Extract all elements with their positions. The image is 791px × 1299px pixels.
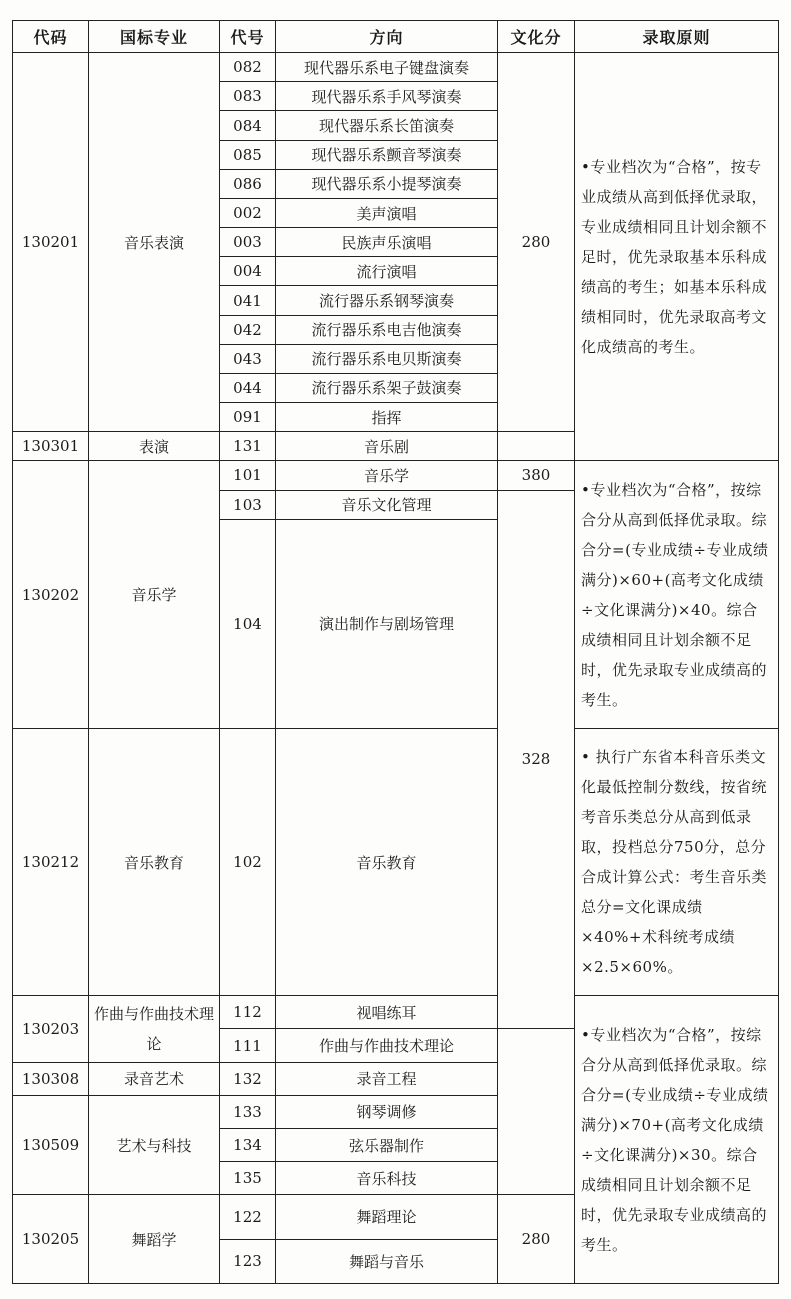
- admission-rule: •专业档次为“合格”，按专业成绩从高到低择优录取，专业成绩相同且计划余额不足时，优先录取基本乐科成绩高的考生；如基本乐科成绩相同时，优先录取高考文化成绩高的考生。: [575, 53, 779, 461]
- direction-id: 083: [220, 82, 276, 111]
- direction-id: 133: [220, 1095, 276, 1128]
- direction-id: 044: [220, 373, 276, 402]
- direction-name: 流行器乐系架子鼓演奏: [276, 373, 498, 402]
- direction-id: 132: [220, 1062, 276, 1095]
- header-id: 代号: [220, 21, 276, 53]
- direction-name: 舞蹈理论: [276, 1195, 498, 1239]
- major-code: 130308: [13, 1062, 89, 1095]
- direction-id: 103: [220, 490, 276, 519]
- direction-id: 003: [220, 228, 276, 257]
- culture-score-empty: [498, 1029, 575, 1195]
- header-code: 代码: [13, 21, 89, 53]
- major-code: 130212: [13, 728, 89, 995]
- direction-id: 041: [220, 286, 276, 315]
- major-name: 表演: [89, 432, 220, 461]
- table-row: [13, 728, 779, 995]
- direction-name: 音乐学: [276, 461, 498, 490]
- header-major: 国标专业: [89, 21, 220, 53]
- major-name: 舞蹈学: [89, 1195, 220, 1284]
- direction-name: 民族声乐演唱: [276, 228, 498, 257]
- culture-score: 380: [498, 461, 575, 490]
- direction-name: 现代器乐系手风琴演奏: [276, 82, 498, 111]
- header-rule: 录取原则: [575, 21, 779, 53]
- major-name: 作曲与作曲技术理论: [89, 996, 220, 1062]
- direction-id: 101: [220, 461, 276, 490]
- direction-id: 085: [220, 140, 276, 169]
- direction-id: 091: [220, 403, 276, 432]
- admission-rule: •专业档次为“合格”，按综合分从高到低择优录取。综合分=(专业成绩÷专业成绩满分)×70+(高考文化成绩÷文化课满分)×30。综合成绩相同且计划余额不足时，优先录取专业成绩高的考生。: [575, 996, 779, 1284]
- direction-name: 现代器乐系颤音琴演奏: [276, 140, 498, 169]
- direction-name: 舞蹈与音乐: [276, 1239, 498, 1283]
- table-row: [13, 461, 779, 490]
- direction-name: 音乐剧: [276, 432, 498, 461]
- major-name: 音乐教育: [89, 728, 220, 995]
- culture-score: 280: [498, 53, 575, 432]
- direction-name: 现代器乐系小提琴演奏: [276, 169, 498, 198]
- culture-score-empty: [498, 432, 575, 461]
- direction-id: 082: [220, 53, 276, 82]
- direction-name: 指挥: [276, 403, 498, 432]
- direction-name: 音乐文化管理: [276, 490, 498, 519]
- direction-id: 104: [220, 519, 276, 728]
- major-code: 130301: [13, 432, 89, 461]
- direction-name: 美声演唱: [276, 198, 498, 227]
- direction-id: 004: [220, 257, 276, 286]
- direction-name: 弦乐器制作: [276, 1128, 498, 1161]
- direction-name: 音乐教育: [276, 728, 498, 995]
- direction-id: 111: [220, 1029, 276, 1062]
- direction-name: 演出制作与剧场管理: [276, 519, 498, 728]
- direction-name: 音乐科技: [276, 1162, 498, 1195]
- direction-name: 钢琴调修: [276, 1095, 498, 1128]
- major-name: 艺术与科技: [89, 1095, 220, 1195]
- culture-score: 328: [498, 490, 575, 1029]
- header-row: [13, 21, 779, 53]
- major-code: 130201: [13, 53, 89, 432]
- direction-name: 流行器乐系钢琴演奏: [276, 286, 498, 315]
- major-code: 130509: [13, 1095, 89, 1195]
- direction-name: 录音工程: [276, 1062, 498, 1095]
- major-name: 音乐学: [89, 461, 220, 728]
- direction-name: 流行器乐系电贝斯演奏: [276, 344, 498, 373]
- admission-table: [12, 20, 779, 1284]
- direction-id: 112: [220, 996, 276, 1029]
- direction-name: 流行演唱: [276, 257, 498, 286]
- direction-id: 043: [220, 344, 276, 373]
- header-score: 文化分: [498, 21, 575, 53]
- direction-name: 现代器乐系长笛演奏: [276, 111, 498, 140]
- direction-id: 102: [220, 728, 276, 995]
- direction-id: 135: [220, 1162, 276, 1195]
- direction-name: 作曲与作曲技术理论: [276, 1029, 498, 1062]
- admission-rule: •专业档次为“合格”，按综合分从高到低择优录取。综合分=(专业成绩÷专业成绩满分)×60+(高考文化成绩÷文化课满分)×40。综合成绩相同且计划余额不足时，优先录取专业成绩高的考生。: [575, 461, 779, 728]
- major-code: 130203: [13, 996, 89, 1062]
- direction-name: 现代器乐系电子键盘演奏: [276, 53, 498, 82]
- table-row: [13, 996, 779, 1029]
- direction-id: 134: [220, 1128, 276, 1161]
- major-code: 130202: [13, 461, 89, 728]
- table-row: [13, 53, 779, 82]
- major-code: 130205: [13, 1195, 89, 1284]
- major-name: 录音艺术: [89, 1062, 220, 1095]
- direction-id: 002: [220, 198, 276, 227]
- direction-id: 084: [220, 111, 276, 140]
- culture-score: 280: [498, 1195, 575, 1284]
- direction-id: 042: [220, 315, 276, 344]
- header-direction: 方向: [276, 21, 498, 53]
- major-name: 音乐表演: [89, 53, 220, 432]
- direction-name: 流行器乐系电吉他演奏: [276, 315, 498, 344]
- admission-rule: • 执行广东省本科音乐类文化最低控制分数线，按省统考音乐类总分从高到低录取，投档总分750分，总分合成计算公式：考生音乐类总分=文化课成绩×40%+术科统考成绩×2.5×60%。: [575, 728, 779, 995]
- direction-id: 086: [220, 169, 276, 198]
- direction-name: 视唱练耳: [276, 996, 498, 1029]
- direction-id: 122: [220, 1195, 276, 1239]
- direction-id: 123: [220, 1239, 276, 1283]
- direction-id: 131: [220, 432, 276, 461]
